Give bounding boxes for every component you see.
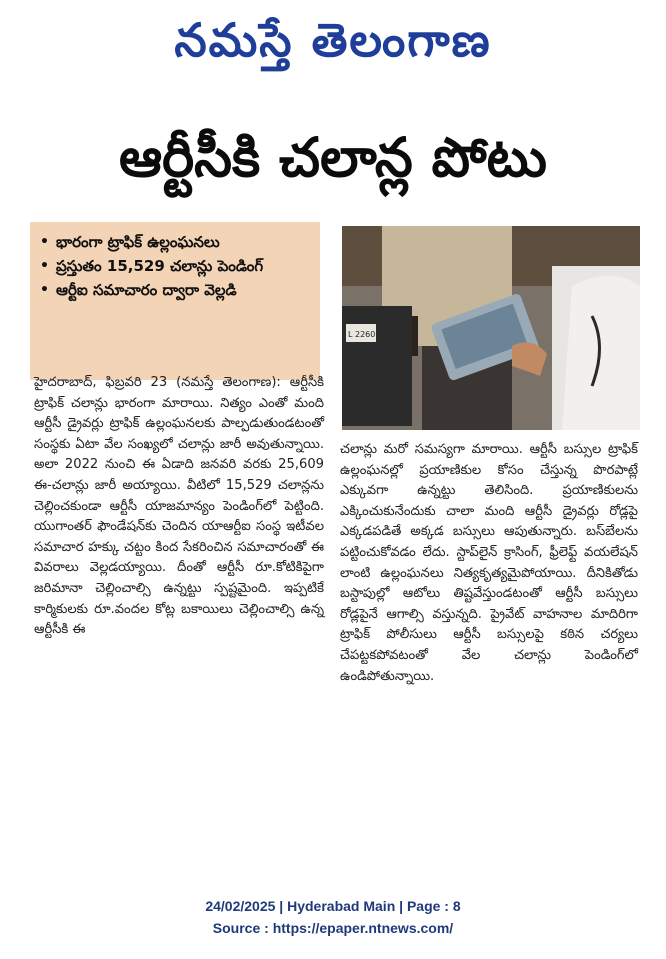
highlights-box [30, 222, 320, 380]
highlight-text: ప్రస్తుతం 15,529 చలాన్లు పెండింగ్ [56, 257, 264, 275]
article-column-2 [340, 440, 638, 687]
footer-edition-info: 24/02/2025 | Hyderabad Main | Page : 8 [205, 898, 461, 914]
highlight-text: భారంగా ట్రాఫిక్ ఉల్లంఘనలు [56, 233, 220, 251]
article-column-1 [34, 373, 324, 641]
article-headline: ఆర్టీసీకి చలాన్ల పోటు [119, 126, 547, 189]
highlight-text: ఆర్టీఐ సమాచారం ద్వారా వెల్లడి [56, 281, 237, 299]
highlight-item [40, 254, 310, 278]
article-paragraph: హైదరాబాద్, ఫిబ్రవరి 23 (నమస్తే తెలంగాణ): ఆర్టీసీకి ట్రాఫిక్ చలాన్లు భారంగా మారాయి. నిత్యం ఎంతో మంది ఆర్టీసీ డ్రైవర్లు ట్రాఫిక్ ఉల్లంఘనలకు పాల్పడుతుండటంతో సంస్థకు ఏటా వేల సంఖ్యలో చలాన్లు జారీ అవుతున్నాయి. అలా 2022 నుంచి ఈ ఏడాది జనవరి వరకు 25,609 ఈ-చలాన్లు జారీ అయ్యాయి. వీటిలో 15,529 చలాన్లను చెల్లించకుండా ఆర్టీసీ యాజమాన్యం పెండింగ్‌లో పెట్టింది. యుగాంతర్ ఫౌండేషన్‌కు చెందిన యాఆర్టీఐ సంస్థ ఇటీవల సమాచార హక్కు చట్టం కింద సేకరించిన సమాచారంతో ఈ వివరాలు వెల్లడయ్యాయి. దీంతో ఆర్టీసీ రూ.కోటికిపైగా జరిమానా చెల్లించాల్సి ఉన్నట్టు స్పష్టమైంది. ఇప్పటికే కార్మికులకు రూ.వందల కోట్ల బకాయిలు చెల్లించాల్సి ఉన్న ఆర్టీసీకి ఈ [34, 375, 324, 638]
bullet-icon: • [40, 234, 49, 250]
highlight-item [40, 278, 310, 302]
article-paragraph: చలాన్లు మరో సమస్యగా మారాయి. ఆర్టీసీ బస్సుల ట్రాఫిక్ ఉల్లంఘనల్లో ప్రయాణికుల కోసం చేస్తున్న పొరపాట్లే ఎక్కువగా ఉన్నట్టు తెలిసింది. ప్రయాణికులను ఎక్కించుకునేందుకు చాలా మంది ఆర్టీసీ డ్రైవర్లు రోడ్లపై ఎక్కడపడితే అక్కడ బస్సులు ఆపుతున్నారు. బస్‌బేలను పట్టించుకోవడం లేదు. స్టాప్‌లైన్ క్రాసింగ్, ఫ్రీలెఫ్ట్ వయలేషన్ లాంటి ఉల్లంఘనలు నిత్యకృత్యమైపోయాయి. దీనికితోడు బస్టాపుల్లో ఆటోలు తిష్టవేస్తుండటంతో ఆర్టీసీ బస్సులు రోడ్లపైనే ఆగాల్సి వస్తున్నది. ప్రైవేట్ వాహనాల మాదిరిగా ట్రాఫిక్ పోలీసులు ఆర్టీసీ బస్సులపై కఠిన చర్యలు చేపట్టకపోవటంతో వేల చలాన్లు పెండింగ్‌లో ఉండిపోతున్నాయి. [340, 442, 638, 684]
photo-illustration [342, 226, 640, 430]
bullet-icon: • [40, 282, 49, 298]
license-plate-text: L 2260 [348, 330, 376, 339]
bullet-icon: • [40, 258, 49, 274]
newspaper-masthead: నమస్తే తెలంగాణ [174, 13, 492, 67]
footer-source: Source : https://epaper.ntnews.com/ [212, 920, 454, 936]
highlight-item [40, 230, 310, 254]
article-photo [342, 226, 640, 430]
